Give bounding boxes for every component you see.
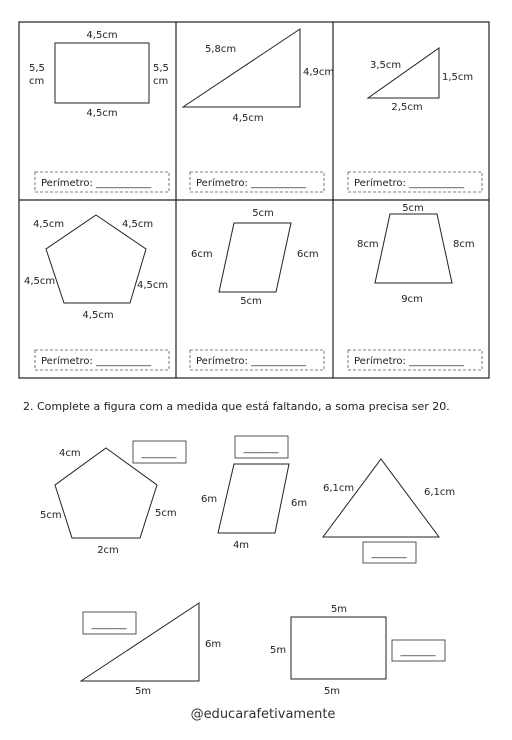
question-2-text: 2. Complete a figura com a medida que está faltando, a soma precisa ser 20.: [23, 400, 450, 413]
pentagon-top-right-label: 4,5cm: [122, 219, 154, 230]
parallelogram-right-label: 6cm: [297, 249, 319, 260]
q2-pentagon-shape: [55, 448, 157, 538]
parallelogram-left-label: 6cm: [191, 249, 213, 260]
trapezoid-bottom-label: 9cm: [401, 294, 423, 305]
rectangle-right-unit: cm: [153, 76, 169, 87]
pentagon-right-label: 4,5cm: [137, 280, 169, 291]
q2-rectangle-bottom-label: 5m: [323, 686, 341, 697]
q2-parallelogram-left-label: 6m: [201, 494, 218, 505]
cell-triangle-large: [183, 29, 334, 192]
rectangle-top-label: 4,5cm: [86, 30, 118, 41]
q2-pentagon-top-left-label: 4cm: [59, 448, 81, 459]
trapezoid-shape: [375, 214, 452, 283]
parallelogram-top-label: 5cm: [252, 208, 274, 219]
rectangle-shape: [55, 43, 149, 103]
triangle-small-base-label: 2,5cm: [391, 102, 423, 113]
q2-pentagon: [40, 441, 186, 556]
perimeter-label: Perímetro: ___________: [41, 356, 152, 367]
cell-rectangle: [29, 30, 169, 192]
q2-pentagon-right-label: 5cm: [155, 508, 177, 519]
q2-parallelogram: [201, 436, 307, 551]
rectangle-left-label: 5,5: [29, 63, 45, 74]
triangle-small-height-label: 1,5cm: [442, 72, 474, 83]
q2-parallelogram-bottom-label: 4m: [232, 540, 250, 551]
perimeter-label: Perímetro: ___________: [196, 356, 307, 367]
triangle-small-shape: [368, 48, 439, 98]
cell-parallelogram: [190, 208, 324, 370]
q2-triangle: [323, 459, 455, 563]
perimeter-label: Perímetro: ___________: [354, 178, 465, 189]
q2-right-triangle-height-label: 6m: [205, 639, 222, 650]
trapezoid-top-label: 5cm: [402, 203, 424, 214]
q2-triangle-right-label: 6,1cm: [424, 487, 456, 498]
trapezoid-left-label: 8cm: [357, 239, 379, 250]
footer-handle: @educarafetivamente: [190, 707, 336, 722]
q2-pentagon-left-label: 5cm: [40, 510, 62, 521]
cell-pentagon: [24, 215, 169, 370]
perimeter-label: Perímetro: ___________: [354, 356, 465, 367]
triangle-large-base-label: 4,5cm: [232, 113, 264, 124]
figures-grid: [19, 22, 489, 378]
q2-parallelogram-shape: [218, 464, 289, 533]
perimeter-label: Perímetro: ___________: [196, 178, 307, 189]
trapezoid-right-label: 8cm: [453, 239, 475, 250]
q2-right-triangle-shape: [81, 603, 199, 681]
rectangle-left-unit: cm: [29, 76, 45, 87]
q2-triangle-left-label: 6,1cm: [323, 483, 355, 494]
q2-right-triangle-base-label: 5m: [134, 686, 152, 697]
pentagon-left-label: 4,5cm: [24, 276, 56, 287]
cell-triangle-small: [348, 48, 482, 192]
perimeter-label: Perímetro: ___________: [41, 178, 152, 189]
triangle-large-hypotenuse-label: 5,8cm: [205, 44, 237, 55]
parallelogram-shape: [219, 223, 291, 292]
answer-blank: _______: [371, 548, 407, 559]
pentagon-bottom-label: 4,5cm: [82, 310, 114, 321]
q2-pentagon-bottom-label: 2cm: [97, 545, 119, 556]
answer-blank: _______: [400, 646, 436, 657]
rectangle-bottom-label: 4,5cm: [86, 108, 118, 119]
q2-parallelogram-right-label: 6m: [291, 498, 308, 509]
q2-rectangle-left-label: 5m: [270, 645, 287, 656]
q2-triangle-shape: [323, 459, 439, 537]
triangle-small-hypotenuse-label: 3,5cm: [370, 60, 402, 71]
parallelogram-bottom-label: 5cm: [240, 296, 262, 307]
q2-rectangle-shape: [291, 617, 386, 679]
answer-blank: _______: [243, 443, 279, 454]
rectangle-right-label: 5,5: [153, 63, 169, 74]
q2-rectangle: [270, 604, 445, 697]
answer-blank: _______: [141, 448, 177, 459]
triangle-large-shape: [183, 29, 300, 107]
q2-right-triangle: [81, 603, 221, 697]
cell-trapezoid: [348, 203, 482, 370]
answer-blank: _______: [91, 619, 127, 630]
triangle-large-height-label: 4,9cm: [303, 67, 335, 78]
q2-rectangle-top-label: 5m: [330, 604, 348, 615]
pentagon-top-left-label: 4,5cm: [33, 219, 65, 230]
